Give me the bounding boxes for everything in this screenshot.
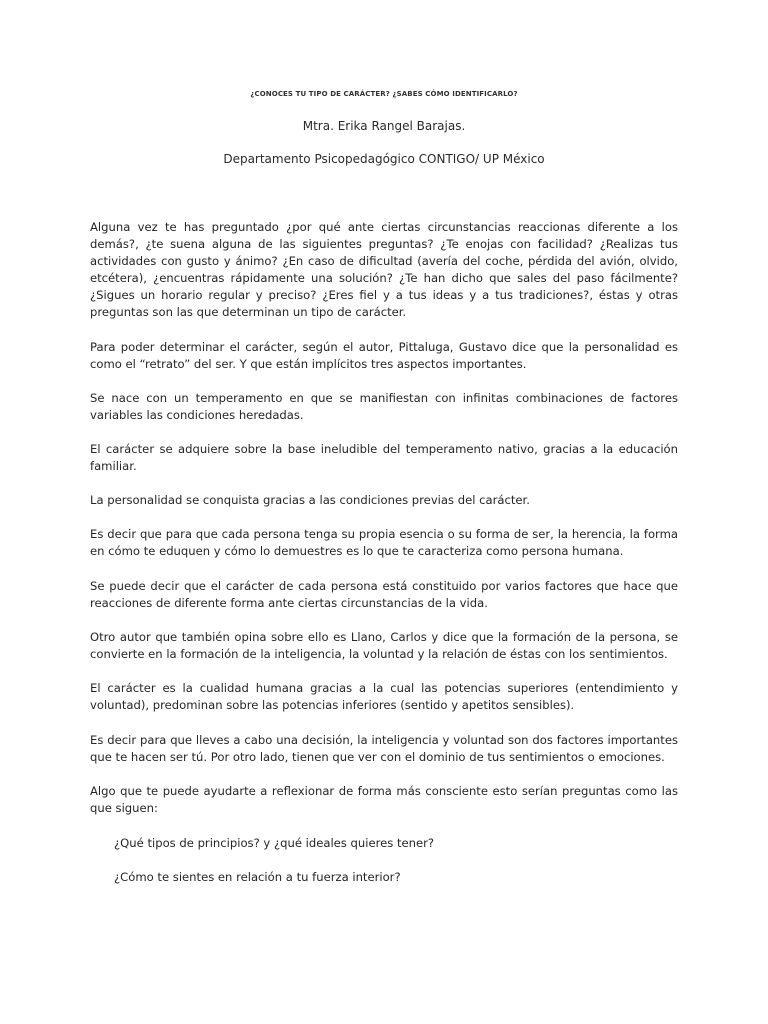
department-name: Departamento Psicopedagógico CONTIGO/ UP México <box>223 152 545 166</box>
paragraph: El carácter es la cualidad humana gracias a la cual las potencias superiores (entendimiento y voluntad), predominan sobre las potencias inferiores (sentido y apetitos sensibles). <box>90 681 678 712</box>
document-title: ¿CONOCES TU TIPO DE CARÁCTER? ¿SABES CÓMO IDENTIFICARLO? <box>250 90 518 98</box>
paragraph: Otro autor que también opina sobre ello es Llano, Carlos y dice que la formación de la persona, se convierte en la formación de la inteligencia, la voluntad y la relación de éstas con los sentimientos. <box>90 630 678 661</box>
paragraph: Es decir que para que cada persona tenga su propia esencia o su forma de ser, la herencia, la forma en cómo te eduquen y cómo lo demuestres es lo que te caracteriza como persona humana. <box>90 527 678 558</box>
paragraph: Algo que te puede ayudarte a reflexionar de forma más consciente esto serían preguntas como las que siguen: <box>90 784 678 815</box>
paragraph: Alguna vez te has preguntado ¿por qué ante ciertas circunstancias reaccionas diferente a los demás?, ¿te suena alguna de las siguientes preguntas? ¿Te enojas con facilidad? ¿Realizas tus actividades con gusto y ánimo? ¿En caso de dificultad (avería del coche, pérdida del avión, olvido, etcétera), ¿encuentras rápidamente una solución? ¿Te han dicho que sales del paso fácilmente? ¿Sigues un horario regular y preciso? ¿Eres fiel y a tus ideas y a tus tradiciones?, éstas y otras preguntas son las que determinan un tipo de carácter. <box>90 220 678 319</box>
author-name: Mtra. Erika Rangel Barajas. <box>302 119 466 133</box>
paragraph: Se nace con un temperamento en que se manifiestan con infinitas combinaciones de factores variables las condiciones heredadas. <box>90 391 678 422</box>
paragraph: El carácter se adquiere sobre la base ineludible del temperamento nativo, gracias a la educación familiar. <box>90 442 678 473</box>
reflection-question: ¿Cómo te sientes en relación a tu fuerza interior? <box>114 870 401 884</box>
paragraph: Para poder determinar el carácter, según el autor, Pittaluga, Gustavo dice que la personalidad es como el “retrato” del ser. Y que están implícitos tres aspectos importantes. <box>90 340 678 371</box>
paragraph: La personalidad se conquista gracias a las condiciones previas del carácter. <box>90 493 530 507</box>
reflection-question: ¿Qué tipos de principios? y ¿qué ideales quieres tener? <box>114 836 435 850</box>
paragraph: Es decir para que lleves a cabo una decisión, la inteligencia y voluntad son dos factores importantes que te hacen ser tú. Por otro lado, tienen que ver con el dominio de tus sentimientos o emociones. <box>90 733 678 764</box>
paragraph: Se puede decir que el carácter de cada persona está constituido por varios factores que hace que reacciones de diferente forma ante ciertas circunstancias de la vida. <box>90 579 678 610</box>
